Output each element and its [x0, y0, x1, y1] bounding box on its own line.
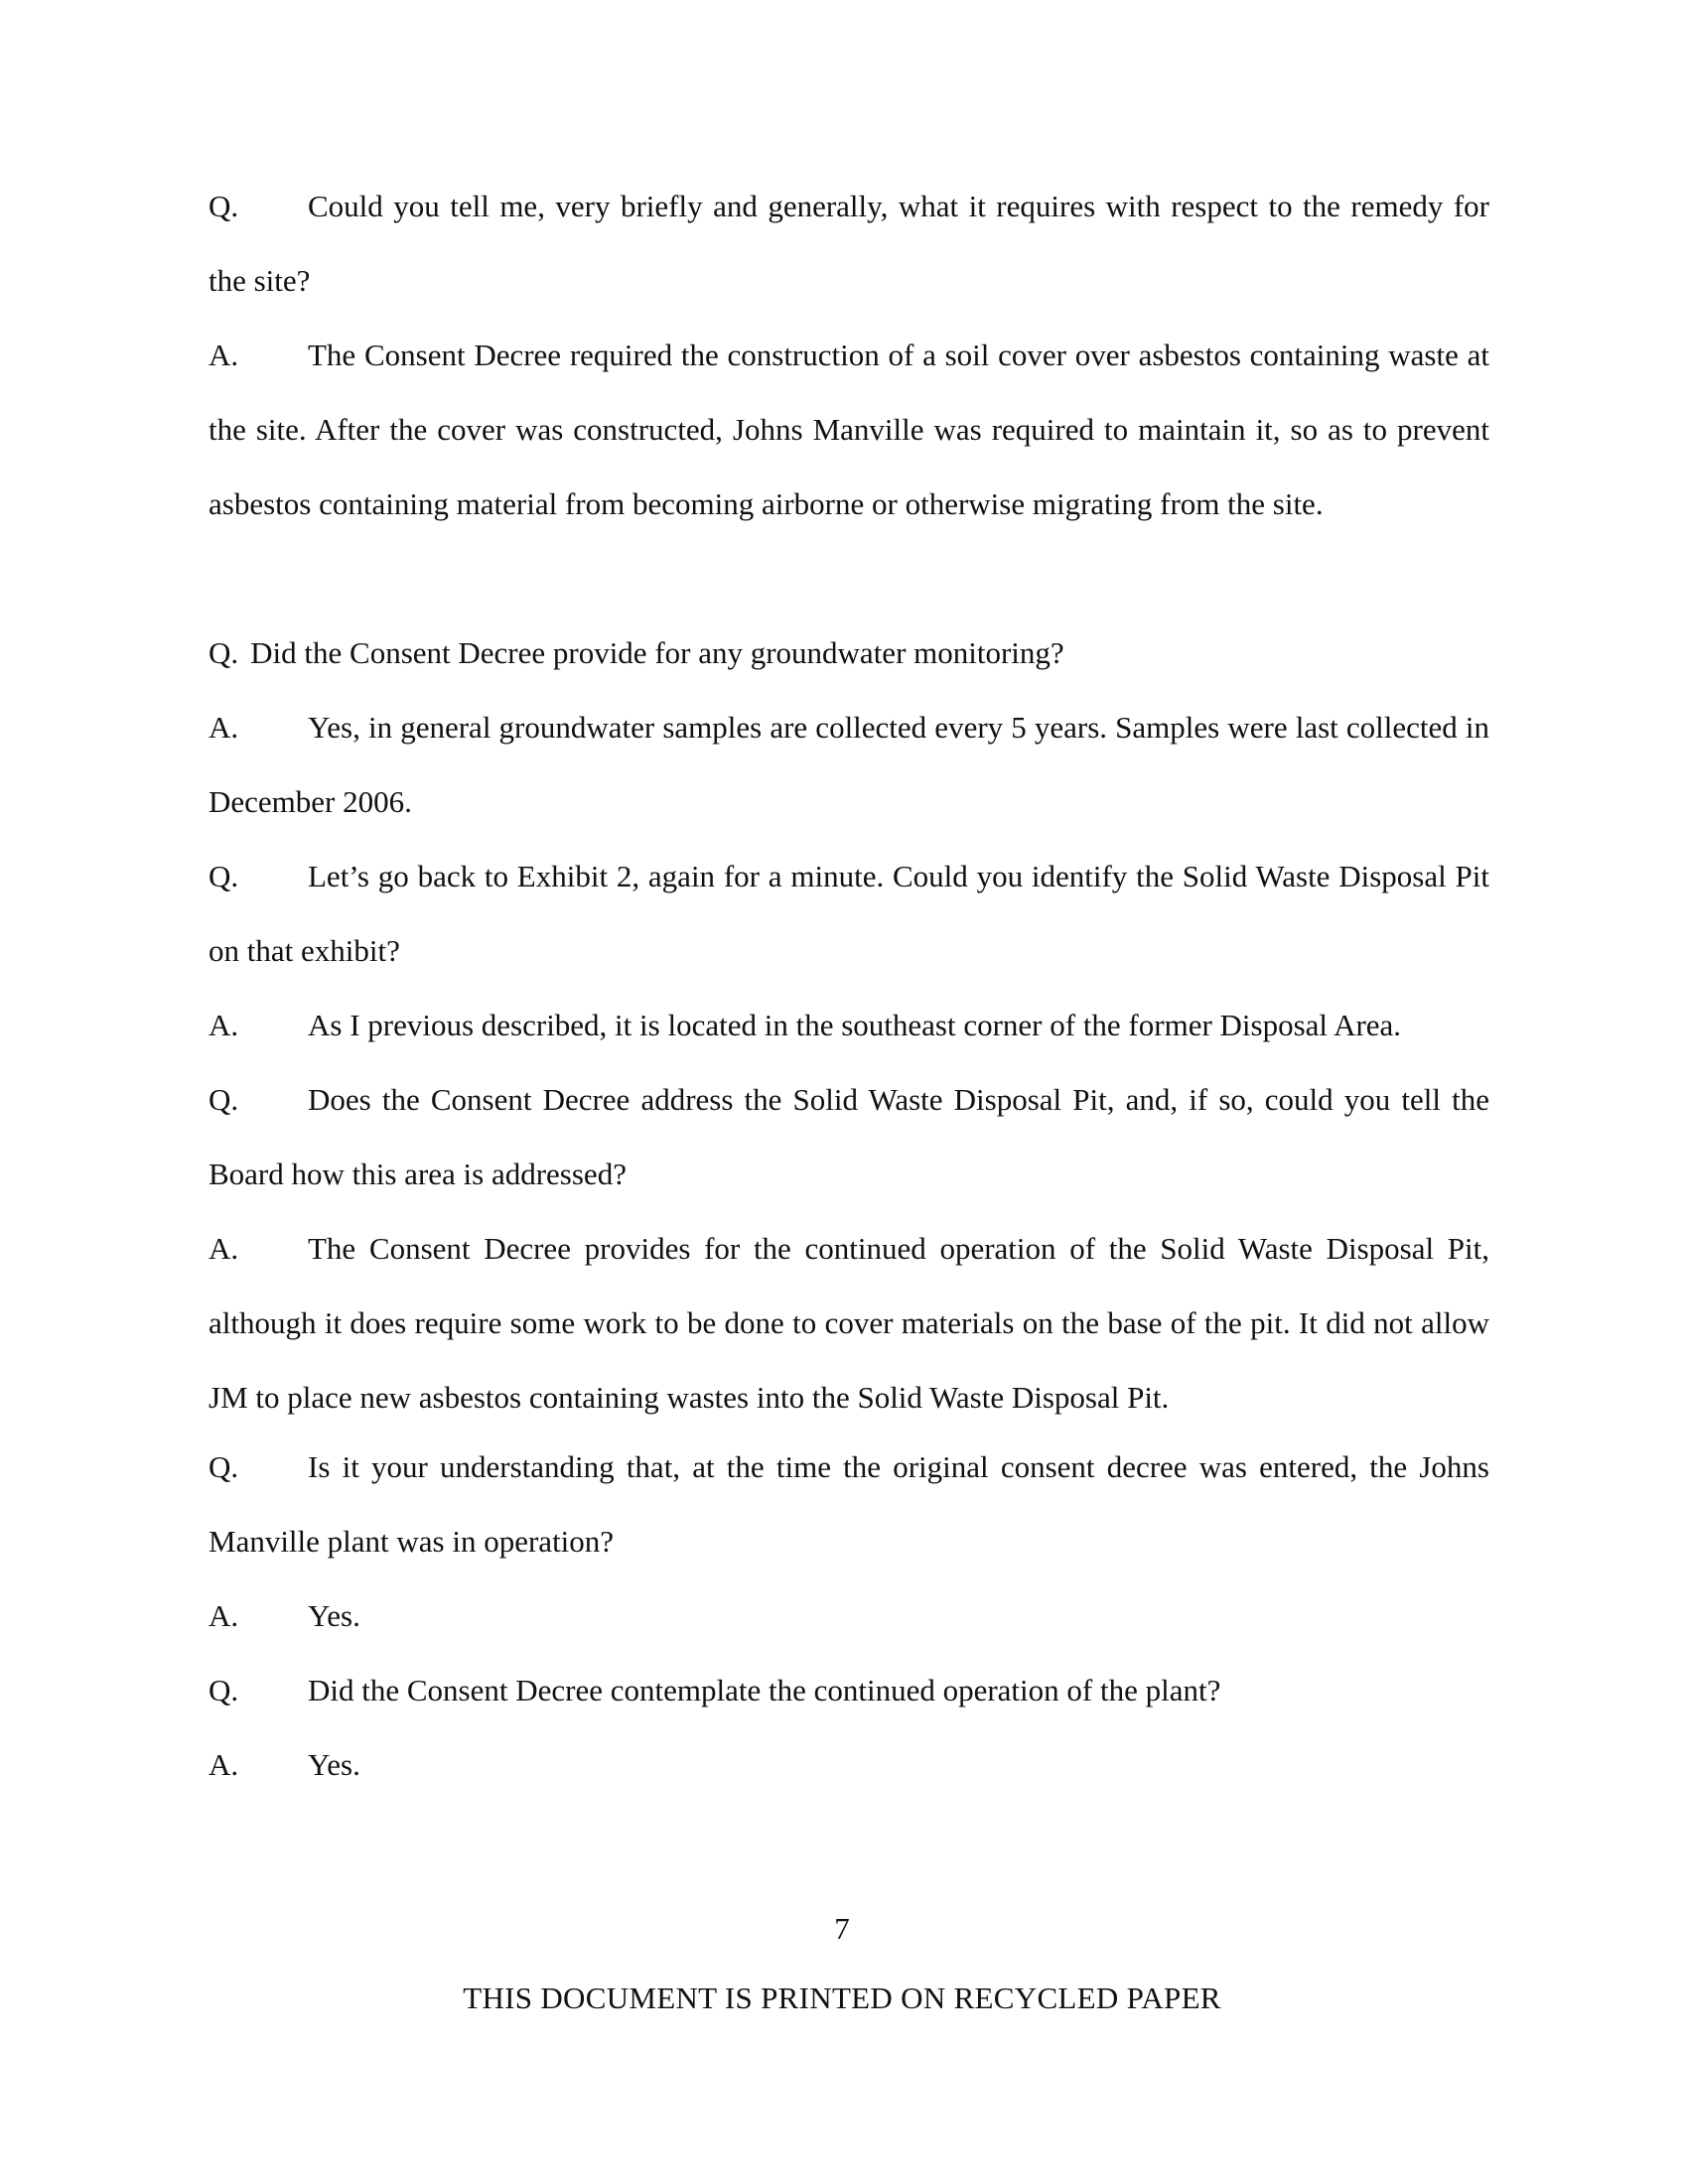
qa-question-groundwater — [209, 615, 1489, 690]
qa-label: A. — [209, 338, 239, 372]
qa-text: As I previous described, it is located in the southeast corner of the former Disposal Area. — [308, 1008, 1402, 1042]
qa-label: A. — [209, 710, 239, 745]
qa-question-exhibit — [209, 839, 1489, 988]
qa-label: Q. — [209, 1082, 239, 1117]
qa-text: Does the Consent Decree address the Solid Waste Disposal Pit, and, if so, could you tell the Board how this area is addressed? — [209, 1082, 1489, 1191]
qa-text: Yes, in general groundwater samples are collected every 5 years. Samples were last collected in December 2006. — [209, 710, 1489, 819]
qa-label: Q. — [209, 859, 239, 893]
qa-text: Did the Consent Decree contemplate the continued operation of the plant? — [308, 1673, 1221, 1707]
qa-answer-remedy — [209, 318, 1489, 541]
qa-label: A. — [209, 1598, 239, 1633]
qa-answer-contemplate — [209, 1727, 1489, 1802]
qa-text: Did the Consent Decree provide for any groundwater monitoring? — [250, 635, 1064, 670]
qa-label: Q. — [209, 189, 239, 223]
qa-text: The Consent Decree required the construction of a soil cover over asbestos containing waste at the site. After the cover was constructed, Johns Manville was required to maintain it, so as to prevent asbestos containing material from becoming airborne or otherwise migrating from the site. — [209, 338, 1489, 521]
qa-answer-exhibit — [209, 988, 1489, 1062]
qa-answer-groundwater — [209, 690, 1489, 839]
qa-label: Q. — [209, 1449, 239, 1484]
qa-label: Q. — [209, 635, 239, 670]
qa-text: Let’s go back to Exhibit 2, again for a minute. Could you identify the Solid Waste Disposal Pit on that exhibit? — [209, 859, 1489, 968]
qa-label: A. — [209, 1008, 239, 1042]
qa-answer-plant-operation — [209, 1578, 1489, 1653]
qa-label: A. — [209, 1231, 239, 1266]
qa-question-contemplate — [209, 1653, 1489, 1727]
qa-text: The Consent Decree provides for the continued operation of the Solid Waste Disposal Pit, although it does require some work to be done to cover materials on the base of the pit. It did not allow JM to place new asbestos containing wastes into the Solid Waste Disposal Pit. — [209, 1231, 1489, 1415]
qa-text: Yes. — [308, 1747, 360, 1782]
qa-answer-disposal-pit — [209, 1211, 1489, 1434]
qa-label: A. — [209, 1747, 239, 1782]
qa-question-remedy — [209, 169, 1489, 318]
footer-recycled-notice: THIS DOCUMENT IS PRINTED ON RECYCLED PAPER — [463, 1980, 1221, 2015]
qa-text: Could you tell me, very briefly and generally, what it requires with respect to the remedy for the site? — [209, 189, 1489, 298]
qa-label: Q. — [209, 1673, 239, 1707]
qa-text: Is it your understanding that, at the time the original consent decree was entered, the Johns Manville plant was in operation? — [209, 1449, 1489, 1559]
qa-question-disposal-pit — [209, 1062, 1489, 1211]
qa-question-plant-operation — [209, 1430, 1489, 1578]
qa-text: Yes. — [308, 1598, 360, 1633]
page-number: 7 — [834, 1911, 850, 1946]
